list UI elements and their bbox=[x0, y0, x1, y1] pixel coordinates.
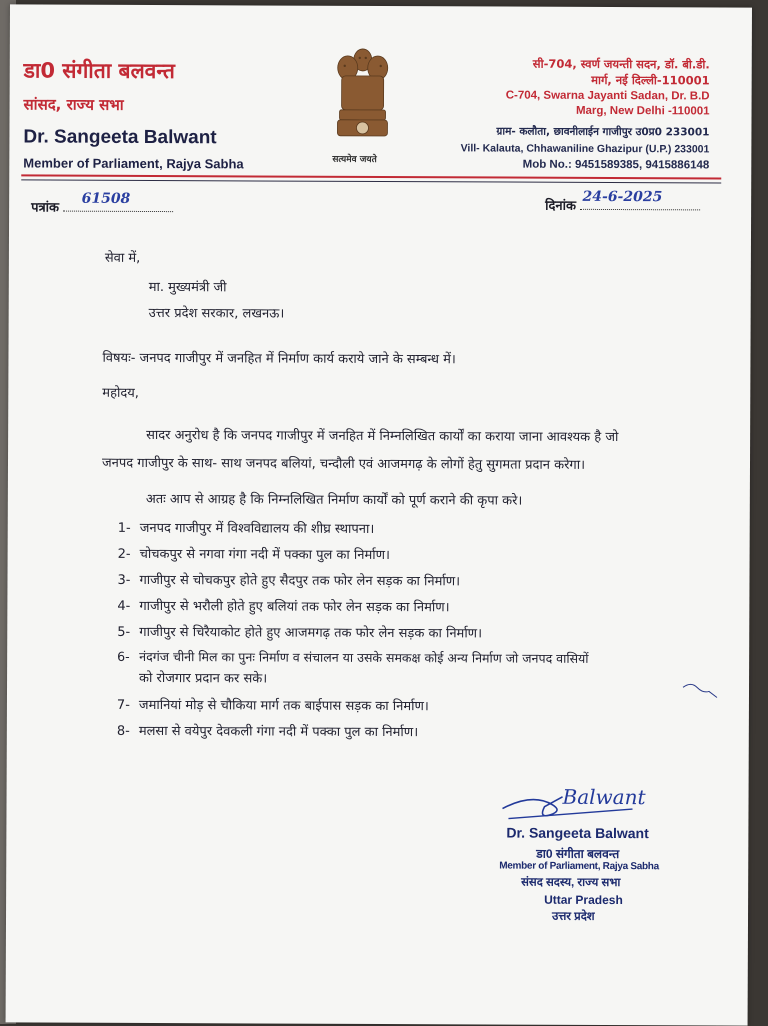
list-item: 3- गाजीपुर से चोचकपुर होते हुए सैदपुर तक फोर लेन सड़क का निर्माण। bbox=[117, 572, 461, 590]
list-item: 2- चोचकपुर से नगवा गंगा नदी में पक्का पुल का निर्माण। bbox=[117, 546, 390, 564]
address-english-line1: C-704, Swarna Jayanti Sadan, Dr. B.D bbox=[505, 89, 710, 103]
address-hindi-line1: सी-704, स्वर्ण जयन्ती सदन, डॉ. बी.डी. bbox=[532, 56, 710, 72]
stamp-name-hindi: डा0 संगीता बलवन्त bbox=[536, 846, 620, 862]
letter-page bbox=[6, 4, 752, 1025]
stamp-title-hindi: संसद सदस्य, राज्य सभा bbox=[521, 876, 621, 890]
stamp-state-english: Uttar Pradesh bbox=[544, 892, 623, 908]
address-hindi-line2: मार्ग, नई दिल्ली-110001 bbox=[591, 72, 710, 88]
paragraph1-line2: जनपद गाजीपुर के साथ- साथ जनपद बलियां, चन्दौली एवं आजमगढ़ के लोगों हेतु सुगमता प्रदान करेगा। bbox=[101, 455, 586, 473]
dinank-value: 24-6-2025 bbox=[582, 188, 663, 206]
header-rule-dark bbox=[21, 179, 721, 183]
signature-text: Balwant bbox=[562, 784, 646, 810]
recipient-line2: उत्तर प्रदेश सरकार, लखनऊ। bbox=[148, 305, 285, 322]
stamp-title-english: Member of Parliament, Rajya Sabha bbox=[499, 860, 659, 873]
stamp-name-english: Dr. Sangeeta Balwant bbox=[506, 824, 649, 842]
patrank-value: 61508 bbox=[81, 190, 131, 207]
address-english-line2: Marg, New Delhi -110001 bbox=[575, 104, 710, 118]
patrank-row bbox=[31, 190, 174, 216]
paragraph1-line1: सादर अनुरोध है कि जनपद गाजीपुर में जनहित में निम्नलिखित कार्यों का कराया जाना आवश्यक है जो bbox=[146, 427, 619, 446]
list-item: 7- जमानियां मोड़ से चौकिया मार्ग तक बाईपास सड़क का निर्माण। bbox=[116, 697, 429, 715]
list-item: 1- जनपद गाजीपुर में विश्वविद्यालय की शीघ्र स्थापना। bbox=[117, 520, 375, 537]
recipient-line1: मा. मुख्यमंत्री जी bbox=[148, 279, 227, 296]
village-address-english: Vill- Kalauta, Chhawaniline Ghazipur (U.P.) 233001 bbox=[460, 142, 710, 156]
subject-line: विषयः- जनपद गाजीपुर में जनहित में निर्माण कार्य कराये जाने के सम्बन्ध में। bbox=[102, 350, 456, 368]
sewa-me: सेवा में, bbox=[104, 250, 141, 266]
paragraph2: अतः आप से आग्रह है कि निम्नलिखित निर्माण कार्यों को पूर्ण कराने की कृपा करे। bbox=[145, 491, 523, 509]
list-item-continuation: को रोजगार प्रदान कर सके। bbox=[139, 670, 268, 687]
dinank-label: दिनांक bbox=[545, 198, 577, 214]
mobile-number: Mob No.: 9451589385, 9415886148 bbox=[522, 158, 710, 172]
dinank-row bbox=[545, 188, 700, 215]
letterhead-title-hindi: सांसद, राज्य सभा bbox=[23, 95, 124, 114]
emblem-motto: सत्यमेव जयते bbox=[332, 154, 377, 165]
list-item: 8- मलसा से वयेपुर देवकली गंगा नदी में पक्का पुल का निर्माण। bbox=[116, 723, 419, 741]
letterhead-name-hindi: डा0 संगीता बलवन्त bbox=[23, 58, 175, 84]
patrank-label: पत्रांक bbox=[31, 200, 60, 216]
header-rule-red bbox=[21, 174, 721, 179]
signature bbox=[492, 778, 682, 827]
pen-mark-icon bbox=[681, 675, 721, 701]
national-emblem-icon bbox=[327, 40, 397, 150]
salutation: महोदय, bbox=[102, 385, 139, 401]
village-address-hindi: ग्राम- कलौता, छावनीलाईन गाजीपुर उ0प्र0 233001 bbox=[496, 125, 710, 139]
stamp-state-hindi: उत्तर प्रदेश bbox=[552, 910, 595, 923]
list-item: 6- नंदगंज चीनी मिल का पुनः निर्माण व संचालन या उसके समकक्ष कोई अन्य निर्माण जो जनपद वासियों bbox=[117, 648, 589, 666]
letterhead-title-english: Member of Parliament, Rajya Sabha bbox=[23, 155, 244, 172]
list-item: 5- गाजीपुर से चिरैयाकोट होते हुए आजमगढ़ तक फोर लेन सड़क का निर्माण। bbox=[117, 624, 483, 642]
list-item: 4- गाजीपुर से भरौली होते हुए बलियां तक फोर लेन सड़क का निर्माण। bbox=[117, 598, 450, 616]
letterhead-name-english: Dr. Sangeeta Balwant bbox=[23, 126, 217, 149]
